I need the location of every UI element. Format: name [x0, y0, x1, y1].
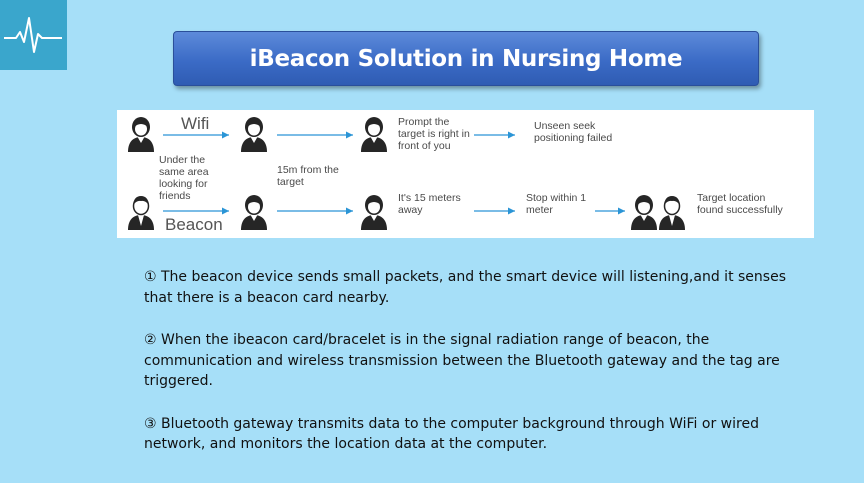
- same-area-label: Under the same area looking for friends: [159, 154, 209, 202]
- logo: [0, 0, 67, 70]
- fifteen-away-label: It's 15 meters away: [398, 192, 461, 216]
- prompt-label: Prompt the target is right in front of you: [398, 116, 470, 152]
- note-2: ② When the ibeacon card/bracelet is in the signal radiation range of beacon, the communication and wireless transmission between the Bluetooth gateway and the tag are triggered.: [144, 332, 780, 389]
- notes: [144, 267, 804, 477]
- stop-within-label: Stop within 1 meter: [526, 192, 587, 216]
- title-banner: [173, 31, 759, 86]
- person-icon: [241, 117, 267, 152]
- seek-failed-label: Unseen seek positioning failed: [534, 120, 613, 144]
- person-icon: [361, 195, 387, 230]
- heartbeat-icon: [4, 16, 62, 54]
- page-title: iBeacon Solution in Nursing Home: [249, 45, 683, 72]
- person-icon: [128, 196, 154, 230]
- distance-label: 15m from the target: [277, 164, 339, 188]
- note-3: ③ Bluetooth gateway transmits data to the computer background through WiFi or wired network, and monitors the location data at the computer.: [144, 415, 759, 452]
- found-label: Target location found successfully: [697, 192, 783, 216]
- person-icon: [659, 196, 685, 230]
- person-icon: [241, 195, 267, 230]
- person-icon: [361, 117, 387, 152]
- wifi-label: Wifi: [181, 114, 210, 133]
- person-icon: [631, 195, 657, 230]
- person-icon: [128, 117, 154, 152]
- note-1: ① The beacon device sends small packets, and the smart device will listening,and it senses that there is a beacon card nearby.: [144, 269, 786, 306]
- flow-diagram: [117, 110, 814, 238]
- beacon-label: Beacon: [165, 215, 223, 234]
